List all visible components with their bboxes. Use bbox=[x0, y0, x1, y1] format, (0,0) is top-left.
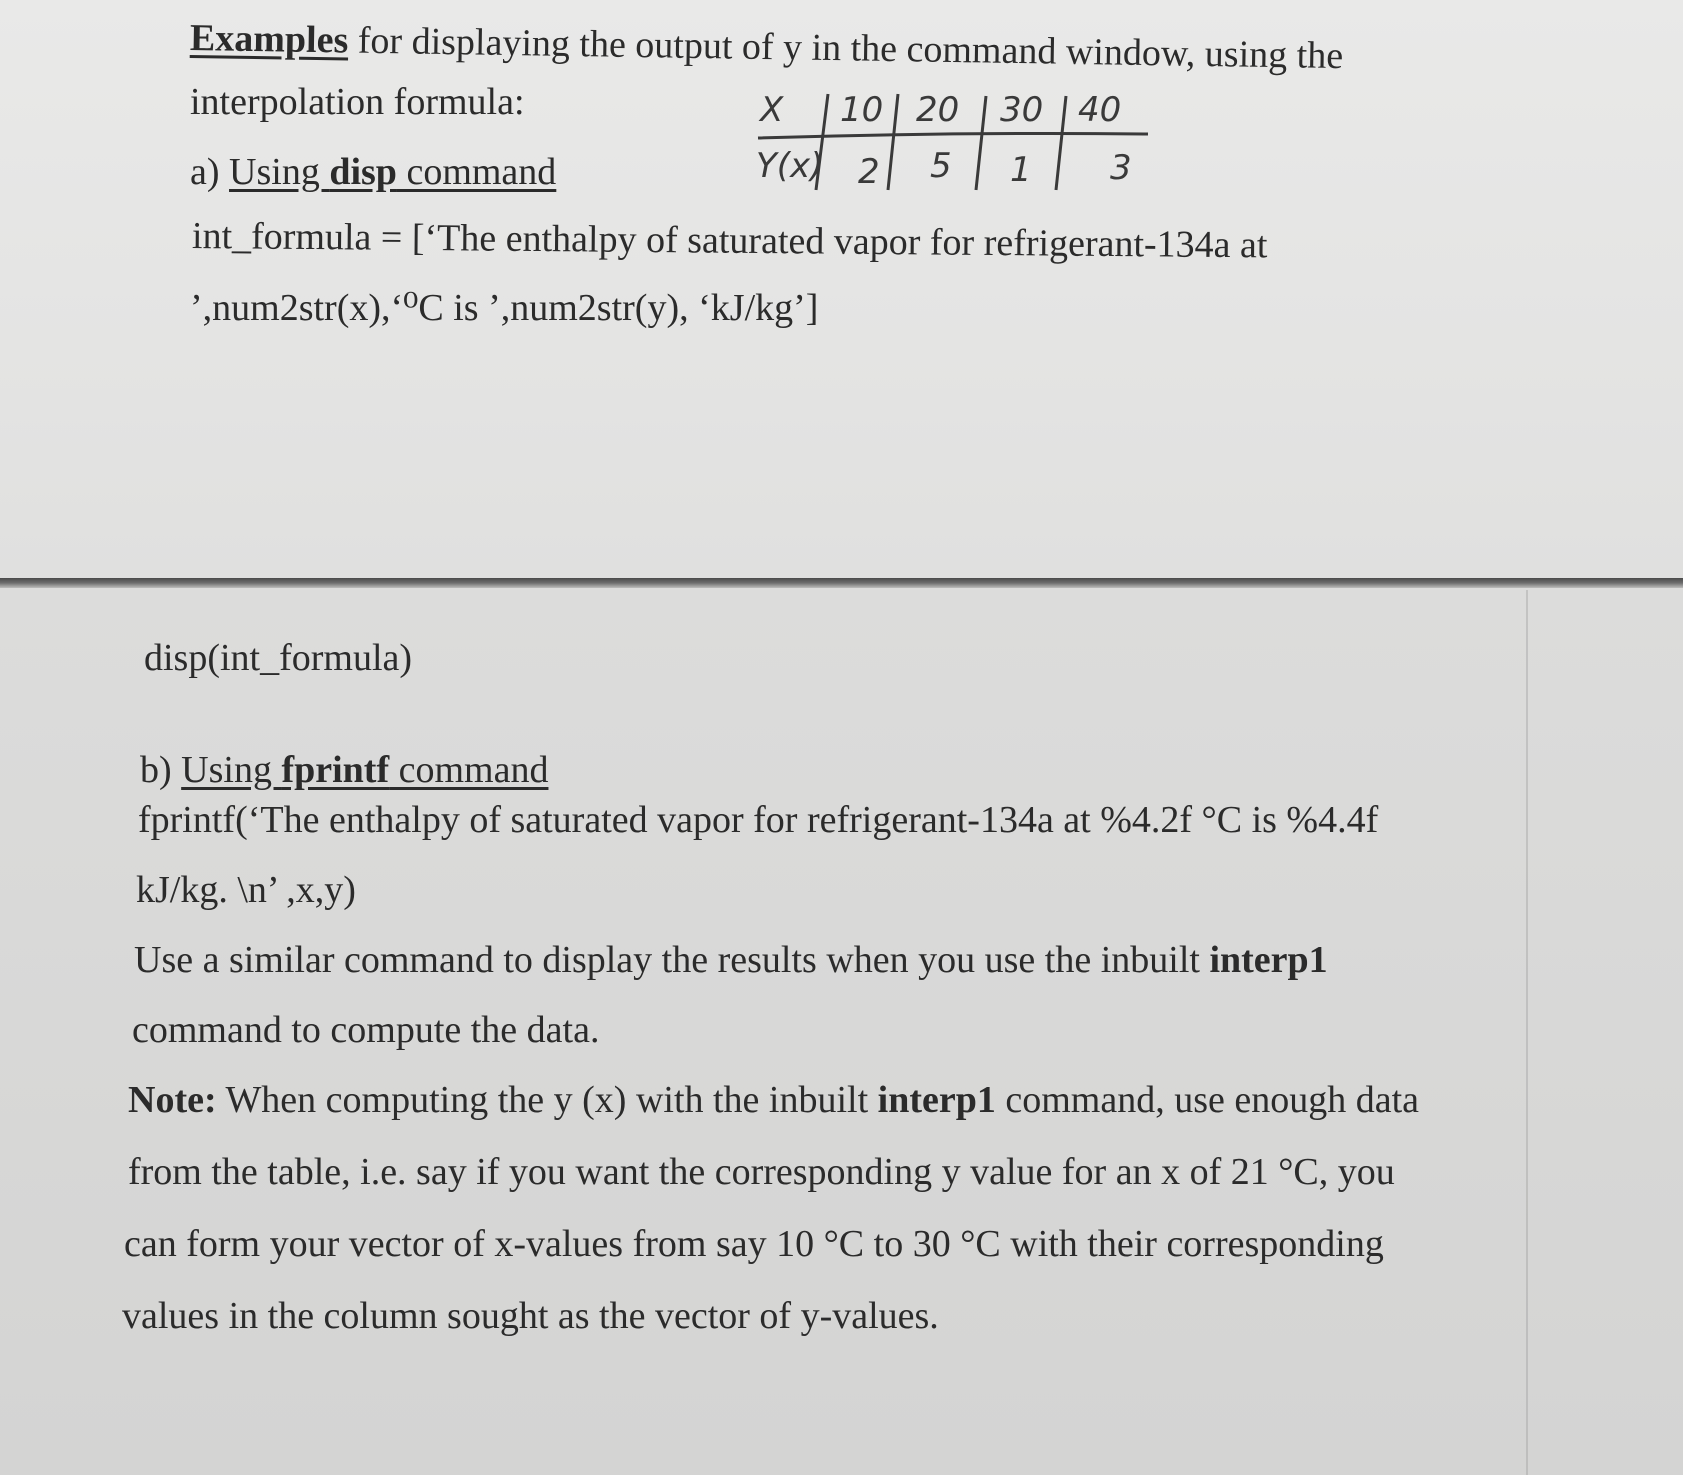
section-a-heading bbox=[190, 150, 556, 194]
table-x-value: 10 bbox=[840, 90, 884, 130]
instructions-line-2: command to compute the data. bbox=[132, 1009, 600, 1051]
section-a-title bbox=[229, 151, 556, 193]
note-cmd: interp1 bbox=[877, 1079, 996, 1121]
section-b-line-1: fprintf(‘The enthalpy of saturated vapor for refrigerant-134a at %4.2f °C is %4.4f bbox=[138, 799, 1379, 841]
paper-crease bbox=[1526, 590, 1528, 1475]
section-a-command: command bbox=[396, 151, 557, 193]
section-a-line-2: ’,num2str(x),‘⁰C is ’,num2str(y), ‘kJ/kg’] bbox=[190, 287, 819, 329]
table-x-label: X bbox=[760, 90, 784, 130]
disp-line: disp(int_formula) bbox=[144, 637, 413, 679]
section-a-cmd: disp bbox=[329, 151, 397, 193]
section-a-prefix: a) bbox=[190, 151, 230, 193]
table-x-value: 20 bbox=[916, 90, 960, 130]
heading-rest: for displaying the output of y in the command window, using the bbox=[348, 19, 1344, 78]
section-b-using: Using bbox=[181, 749, 282, 791]
note-text: When computing the y (x) with the inbuilt bbox=[216, 1079, 878, 1121]
note-line-2: from the table, i.e. say if you want the corresponding y value for an x of 21 °C, you bbox=[128, 1151, 1395, 1193]
table-x-value: 30 bbox=[1000, 90, 1044, 130]
instructions-cmd: interp1 bbox=[1209, 939, 1328, 981]
section-b-heading bbox=[140, 748, 548, 792]
note-text-post: command, use enough data bbox=[995, 1079, 1420, 1121]
heading-title: Examples bbox=[189, 17, 349, 62]
heading-line-2: interpolation formula: bbox=[190, 81, 525, 123]
note-line-3: can form your vector of x-values from say 10 °C to 30 °C with their corresponding bbox=[124, 1223, 1384, 1265]
page-edge bbox=[0, 578, 1683, 588]
section-a-using: Using bbox=[229, 151, 330, 193]
table-y-label: Y(x) bbox=[756, 146, 824, 186]
section-b-prefix: b) bbox=[140, 749, 182, 791]
section-a-line-1: int_formula = [‘The enthalpy of saturated vapor for refrigerant-134a at bbox=[191, 215, 1268, 267]
note-line-4: values in the column sought as the vector of y-values. bbox=[122, 1295, 939, 1337]
handwritten-table bbox=[748, 90, 1168, 200]
section-b-title bbox=[181, 749, 548, 791]
section-b-cmd: fprintf bbox=[281, 749, 390, 791]
note-label: Note: bbox=[128, 1079, 217, 1121]
table-x-value: 40 bbox=[1078, 90, 1122, 130]
instructions-text: Use a similar command to display the results when you use the inbuilt bbox=[134, 939, 1210, 981]
table-y-value: 2 bbox=[858, 152, 880, 192]
instructions-line-1 bbox=[134, 938, 1328, 982]
table-y-value: 3 bbox=[1110, 148, 1132, 188]
table-y-value: 1 bbox=[1010, 150, 1032, 190]
section-b-line-2: kJ/kg. \n’ ,x,y) bbox=[136, 869, 356, 911]
note-line-1 bbox=[128, 1078, 1419, 1122]
section-b-command: command bbox=[389, 749, 549, 791]
table-y-value: 5 bbox=[930, 146, 952, 186]
